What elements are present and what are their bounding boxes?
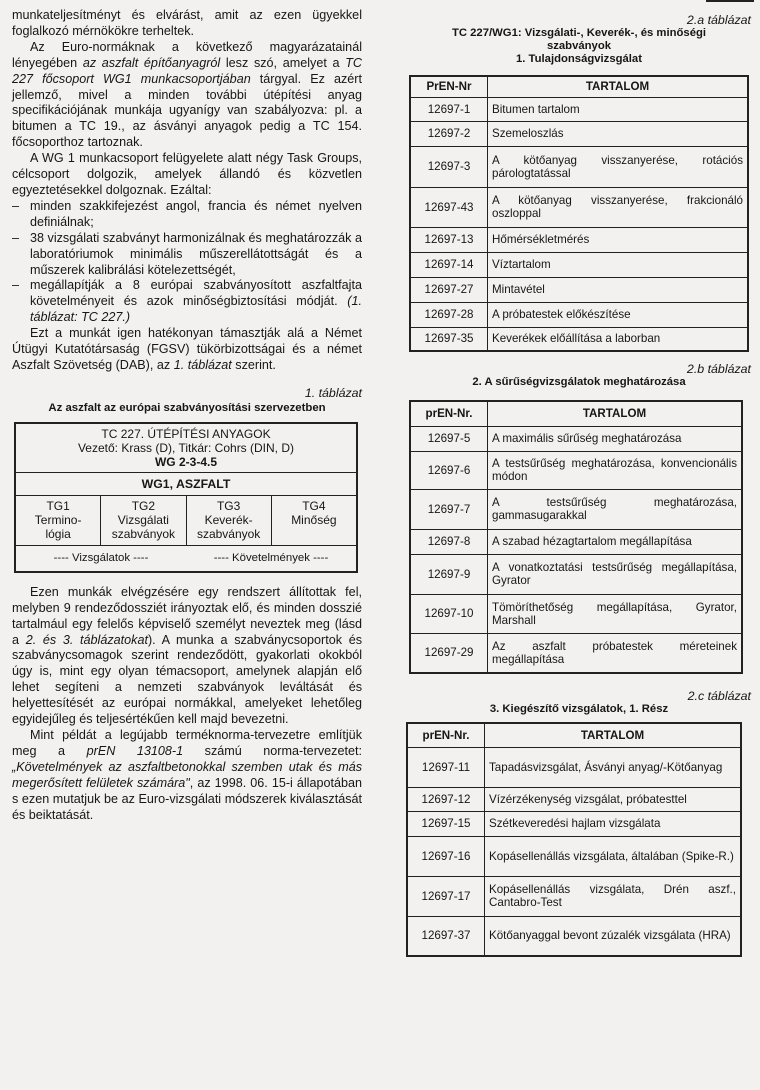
table2b-title: 2. A sűrűségvizsgálatok meghatározása [472,376,686,388]
pren-number-cell: 12697-6 [410,451,488,489]
pren-number-cell: 12697-43 [410,187,488,227]
paragraph-2 [12,40,362,151]
paragraph-5 [12,585,362,728]
col-header-content: TARTALOM [488,76,749,97]
table-2c [406,722,742,957]
pren-number-cell: 12697-1 [410,97,488,121]
table2b-caption: 2.b táblázat [686,362,751,376]
pren-number-cell: 12697-35 [410,327,488,351]
table-row [410,594,742,633]
italic-text: „Követelmények az aszfaltbetonokkal szemben utak és más megerősített felületek számára" [12,759,362,790]
paragraph-4 [12,326,362,374]
col-header-pren: prEN-Nr. [407,723,485,747]
content-cell: Bitumen tartalom [488,97,749,121]
pren-number-cell: 12697-10 [410,594,488,633]
content-cell: A vonatkoztatási testsűrűség megállapítása, Gyrator [488,554,743,594]
org-tc-wg: WG 2-3-4.5 [154,454,217,469]
table-row [410,554,742,594]
content-cell: Szemeloszlás [488,121,749,146]
table-row [410,121,748,146]
table-row [410,451,742,489]
org-wg1: WG1, ASZFALT [16,473,356,496]
bullet-text [30,199,362,229]
org-footer [16,546,356,571]
content-cell: Kötőanyaggal bevont zúzalék vizsgálata (HRA) [485,916,742,956]
text-run: Az Euro-normáknak a következő magyarázatainál lényegében [12,39,362,70]
pren-number-cell: 12697-12 [407,787,485,811]
org-tg4: TG4 Minőség [291,498,337,527]
table-row [410,489,742,529]
content-cell: Tapadásvizsgálat, Ásványi anyag/-Kötőanyag [485,747,742,787]
content-cell: Kopásellenállás vizsgálata, általában (Spike-R.) [485,836,742,876]
table2c-caption: 2.c táblázat [687,689,751,703]
content-cell: Tömöríthetőség megállapítása, Gyrator, Marshall [488,594,743,633]
org-tg1: TG1 Termino- lógia [16,496,101,545]
text-run: tárgyal. Ez azért jellemző, mivel a minden további útépítési anyag specifikációjának munkája ugyanígy van szabályozva: pl. a bitumen a TC 19., az ásványi anyagok pedig a TC 154. főcsoporthoz tartoznak. [12,71,362,150]
content-cell: A testsűrűség meghatározása, konvencionális módon [488,451,743,489]
page-top-rule [706,0,754,2]
table-row [410,327,748,351]
table-row [410,633,742,673]
table-row [407,916,741,956]
content-cell: A kötőanyag visszanyerése, frakcionáló oszloppal [488,187,749,227]
table2a-caption: 2.a táblázat [686,13,751,27]
pren-number-cell: 12697-16 [407,836,485,876]
content-cell: A testsűrűség meghatározása, gammasugarakkal [488,489,743,529]
col-header-content: TARTALOM [485,723,742,747]
pren-number-cell: 12697-11 [407,747,485,787]
content-cell: A szabad hézagtartalom megállapítása [488,529,743,554]
table1-caption: 1. táblázat [304,385,362,400]
col-header-content: TARTALOM [488,401,743,426]
org-tg2: TG2 Vizsgálati szabványok [101,496,186,545]
text-run: Ezt a munkát igen hatékonyan támasztják alá a Német Útügyi Kutatótársaság (FGSV) tükörbizottságai és a német Aszfalt Szövetség (DAB), az [12,326,362,372]
content-cell: A kötőanyag visszanyerése, rotációs párologtatással [488,146,749,187]
pren-number-cell: 12697-27 [410,277,488,302]
pren-number-cell: 12697-29 [410,633,488,673]
text-run: Ezen munkák elvégzésére egy rendszert állítottak fel, melyben 9 rendeződossziét irányoztak elő, és minden dosszié tartalmául egy felelős képviselő személyt neveztek meg (lásd a [12,584,362,647]
org-chart-table [14,422,358,573]
pren-number-cell: 12697-13 [410,227,488,252]
table1-title: Az aszfalt az európai szabványosítási szervezetben [48,401,326,414]
org-chart-header [16,424,356,473]
text-run: Mint példát a legújabb terméknorma-tervezetre említjük meg a [12,728,362,758]
italic-text: TC 227 főcsoport WG1 munkacsoportjában [12,55,362,86]
table-header-row [407,723,741,747]
table-row [407,836,741,876]
content-cell: Víztartalom [488,252,749,277]
bullet-item: – minden szakkifejezést angol, francia és német nyelven definiálnak; [12,198,362,229]
italic-text: prEN 13108-1 [86,743,184,758]
text-run: számú norma-tervezetet: [183,743,362,758]
pren-number-cell: 12697-9 [410,554,488,594]
table-row [410,426,742,451]
pren-number-cell: 12697-17 [407,876,485,916]
paragraph-6 [12,728,362,823]
org-tg3: TG3 Keverék- szabványok [187,496,272,545]
pren-number-cell: 12697-7 [410,489,488,529]
italic-text: 2. és 3. táblázatokat [25,632,148,647]
table2c-title: 3. Kiegészítő vizsgálatok, 1. Rész [489,703,669,715]
table2a-title-3: 1. Tulajdonságvizsgálat [516,53,642,65]
pren-number-cell: 12697-28 [410,302,488,327]
pren-number-cell: 12697-5 [410,426,488,451]
text-run: minden szakkifejezést angol, francia és német nyelven definiálnak; [30,198,362,229]
italic-text: (1. táblázat: TC 227.) [30,294,362,325]
left-column [12,8,362,823]
pren-number-cell: 12697-14 [410,252,488,277]
table-row [410,277,748,302]
italic-text: 1. táblázat [173,357,232,372]
col-header-pren: PrEN-Nr [410,76,488,97]
text-run: lesz szó, amelyet a [220,55,346,70]
table-row [407,811,741,836]
bullet-list [12,199,362,326]
table-row [410,187,748,227]
content-cell: Mintavétel [488,277,749,302]
text-run: megállapítják a 8 európai szabványosított aszfaltfajta követelményeit és azok minőségbiztosítási módját. [30,278,362,309]
content-cell: Keverékek előállítása a laborban [488,327,749,351]
col-header-pren: prEN-Nr. [410,401,488,426]
org-foot-tests: ---- Vizsgálatok ---- [53,551,149,564]
table-row [407,787,741,811]
text-run: ). A munka a szabványcsoportok és szabványcsomagok szerint rendeződött, gyakorlati okokból úgy is, mint egy olyan témacsoport, amelynek alapján elő lehet segíteni a nemzeti szabványok leváltását és helyettesítését az európai normákkal, amelyeket lehetőleg egyidejűleg és teljesértékűen kell majd bevezetni. [12,632,362,727]
text-run: szerint. [231,357,276,372]
pren-number-cell: 12697-8 [410,529,488,554]
bullet-item: – 38 vizsgálati szabványt harmonizálnak és meghatározzák a laboratóriumok minimális műszerellátottságát és a műszerek kalibrálási kötelezettségét, [12,230,362,277]
table-2a [409,75,749,352]
bullet-text [30,231,362,277]
table-header-row [410,401,742,426]
table-row [410,302,748,327]
content-cell: Az aszfalt próbatestek méreteinek megállapítása [488,633,743,673]
italic-text: az aszfalt építőanyagról [82,55,221,70]
bullet-text [30,278,362,324]
text-run: 38 vizsgálati szabványt harmonizálnak és meghatározzák a laboratóriumok minimális műszerellátottságát és a műszerek kalibrálási kötelezettségét, [30,230,362,277]
table2a-title-2: szabványok [546,40,612,52]
table-row [410,529,742,554]
org-foot-requirements: ---- Követelmények ---- [213,551,329,564]
pren-number-cell: 12697-15 [407,811,485,836]
table-row [410,252,748,277]
content-cell: Vízérzékenység vizsgálat, próbatesttel [485,787,742,811]
table-row [410,97,748,121]
bullet-item: – megállapítják a 8 európai szabványosított aszfaltfajta követelményeit és azok minőségbiztosítási módját. (1. táblázat: TC 227.) [12,278,362,325]
table-row [407,876,741,916]
pren-number-cell: 12697-2 [410,121,488,146]
org-tc-leaders: Vezető: Krass (D), Titkár: Cohrs (DIN, D) [77,440,295,455]
table2a-title-1: TC 227/WG1: Vizsgálati-, Keverék-, és minőségi [451,27,707,39]
paragraph-1: munkateljesítményt és elvárást, amit az ezen ügyekkel foglalkozó mérnökökre terheltek. [12,8,362,38]
table-header-row [410,76,748,97]
content-cell: Szétkeveredési hajlam vizsgálata [485,811,742,836]
table-row [407,747,741,787]
pren-number-cell: 12697-3 [410,146,488,187]
text-run: , az 1998. 06. 15-i állapotában s ezen mutatjuk be az Euro-vizsgálati módszerek kiválasztását és beiktatását. [12,775,362,822]
content-cell: Kopásellenállás vizsgálata, Drén aszf., Cantabro-Test [485,876,742,916]
right-column [407,13,751,957]
org-tg-row [16,496,356,546]
table-row [410,146,748,187]
pren-number-cell: 12697-37 [407,916,485,956]
content-cell: Hőmérsékletmérés [488,227,749,252]
paragraph-3: A WG 1 munkacsoport felügyelete alatt négy Task Groups, célcsoport dolgozik, amelyek állandó és közvetlen egyeztetésekkel dolgoznak. Ezáltal: [12,151,362,197]
table-2b [409,400,743,674]
org-tc-title: TC 227. ÚTÉPÍTÉSI ANYAGOK [101,426,271,441]
table-row [410,227,748,252]
content-cell: A próbatestek előkészítése [488,302,749,327]
content-cell: A maximális sűrűség meghatározása [488,426,743,451]
